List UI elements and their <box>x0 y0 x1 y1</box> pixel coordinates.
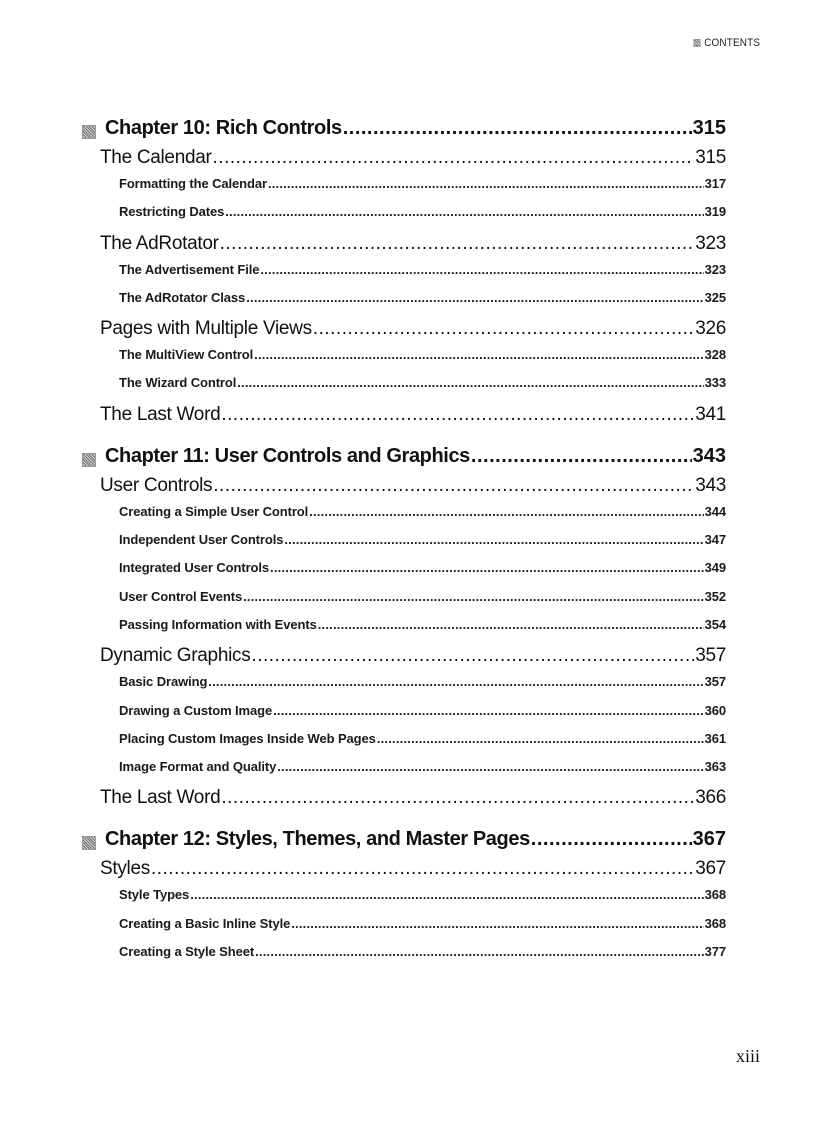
dot-leader <box>190 887 703 902</box>
dot-leader <box>213 475 694 497</box>
subsection-page: 361 <box>704 730 726 746</box>
dot-leader <box>273 703 704 718</box>
dot-leader <box>291 916 703 931</box>
square-bullet-icon <box>82 453 96 467</box>
dot-leader <box>208 674 703 689</box>
dot-leader <box>260 262 703 277</box>
subsection-page: 344 <box>704 503 726 519</box>
subsection-page: 357 <box>704 674 726 690</box>
subsection-entry[interactable] <box>119 375 726 403</box>
chapter-page: 315 <box>692 117 726 139</box>
section-page: 326 <box>695 318 726 340</box>
subsection-title: Creating a Style Sheet <box>119 944 255 960</box>
dot-leader <box>277 759 703 774</box>
dot-leader <box>268 176 704 191</box>
dot-leader <box>225 204 703 219</box>
dot-leader <box>284 532 703 547</box>
dot-leader <box>377 731 704 746</box>
dot-leader <box>251 645 694 667</box>
subsection-title: The MultiView Control <box>119 347 254 363</box>
dot-leader <box>213 147 695 169</box>
subsection-title: Integrated User Controls <box>119 560 270 576</box>
subsection-page: 363 <box>704 759 726 775</box>
dot-leader <box>343 117 692 140</box>
section-title: Pages with Multiple Views <box>100 318 312 340</box>
section-page: 315 <box>695 147 726 168</box>
subsection-title: Image Format and Quality <box>119 759 277 775</box>
table-of-contents <box>0 117 816 972</box>
running-head <box>693 37 760 49</box>
subsection-entry[interactable] <box>119 176 726 204</box>
section-title: Styles <box>100 858 150 880</box>
chapter-title: Chapter 11: User Controls and Graphics <box>105 444 470 467</box>
subsection-entry[interactable] <box>119 290 726 318</box>
subsection-entry[interactable] <box>119 560 726 588</box>
subsection-page: 347 <box>704 532 726 548</box>
section-page: 366 <box>695 787 726 809</box>
subsection-title: Formatting the Calendar <box>119 176 267 191</box>
section-title: The Calendar <box>100 147 212 168</box>
subsection-title: Drawing a Custom Image <box>119 702 273 718</box>
subsection-entry[interactable] <box>119 347 726 375</box>
section-page: 357 <box>695 645 726 667</box>
subsection-title: Style Types <box>119 887 190 903</box>
section-page: 367 <box>695 858 726 880</box>
dot-leader <box>270 560 704 575</box>
subsection-page: 349 <box>704 560 726 576</box>
subsection-entry[interactable] <box>119 759 726 787</box>
subsection-entry[interactable] <box>119 617 726 645</box>
dot-leader <box>243 589 704 604</box>
section-title: User Controls <box>100 474 213 496</box>
dot-leader <box>246 290 703 305</box>
subsection-entry[interactable] <box>119 589 726 617</box>
dot-leader <box>237 375 703 390</box>
subsection-page: 328 <box>704 347 726 363</box>
section-entry[interactable] <box>100 858 726 887</box>
subsection-title: Passing Information with Events <box>119 616 317 632</box>
subsection-page: 377 <box>704 944 726 960</box>
square-bullet-icon <box>693 39 700 47</box>
subsection-title: Creating a Simple User Control <box>119 503 309 519</box>
subsection-entry[interactable] <box>119 887 726 915</box>
section-title: The Last Word <box>100 403 221 425</box>
section-page: 341 <box>695 403 726 425</box>
section-entry[interactable] <box>100 787 726 816</box>
subsection-title: Basic Drawing <box>119 674 208 690</box>
chapter-title: Chapter 10: Rich Controls <box>105 117 342 139</box>
subsection-page: 354 <box>704 616 726 632</box>
subsection-entry[interactable] <box>119 731 726 759</box>
subsection-entry[interactable] <box>119 703 726 731</box>
dot-leader <box>221 404 694 426</box>
subsection-title: Creating a Basic Inline Style <box>119 915 291 931</box>
subsection-page: 360 <box>704 702 726 718</box>
subsection-page: 323 <box>704 261 726 277</box>
section-entry[interactable] <box>100 318 726 347</box>
page-number: xiii <box>735 1046 760 1066</box>
subsection-page: 319 <box>704 204 726 220</box>
subsection-entry[interactable] <box>119 674 726 702</box>
section-entry[interactable] <box>100 645 726 674</box>
chapter-title: Chapter 12: Styles, Themes, and Master Pages <box>105 828 530 851</box>
subsection-page: 317 <box>704 176 726 191</box>
subsection-title: Placing Custom Images Inside Web Pages <box>119 730 376 746</box>
square-bullet-icon <box>82 836 96 850</box>
subsection-entry[interactable] <box>119 532 726 560</box>
subsection-page: 325 <box>704 289 726 305</box>
subsection-entry[interactable] <box>119 204 726 232</box>
subsection-page: 352 <box>704 588 726 604</box>
chapter-entry[interactable] <box>82 117 726 147</box>
subsection-title: Restricting Dates <box>119 204 225 220</box>
dot-leader <box>313 318 694 340</box>
section-title: The AdRotator <box>100 232 219 254</box>
subsection-title: Independent User Controls <box>119 532 284 548</box>
chapter-page: 367 <box>692 828 726 851</box>
dot-leader <box>531 828 692 851</box>
dot-leader <box>471 445 692 468</box>
section-page: 343 <box>695 474 726 496</box>
chapter-entry[interactable] <box>82 445 726 475</box>
dot-leader <box>220 233 695 255</box>
running-head-text: CONTENTS <box>704 37 760 49</box>
subsection-title: The AdRotator Class <box>119 289 246 305</box>
section-entry[interactable] <box>100 147 726 176</box>
subsection-title: The Advertisement File <box>119 261 260 277</box>
dot-leader <box>221 787 694 809</box>
subsection-entry[interactable] <box>119 504 726 532</box>
subsection-title: User Control Events <box>119 588 243 604</box>
dot-leader <box>254 347 703 362</box>
subsection-page: 368 <box>704 887 726 903</box>
subsection-entry[interactable] <box>119 944 726 972</box>
subsection-page: 333 <box>704 375 726 391</box>
subsection-entry[interactable] <box>119 262 726 290</box>
dot-leader <box>151 858 694 880</box>
subsection-page: 368 <box>704 915 726 931</box>
chapter-entry[interactable] <box>82 828 726 858</box>
section-entry[interactable] <box>100 475 726 504</box>
section-title: Dynamic Graphics <box>100 645 251 667</box>
chapter-page: 343 <box>692 444 726 467</box>
subsection-title: The Wizard Control <box>119 375 237 391</box>
dot-leader <box>309 504 703 519</box>
square-bullet-icon <box>82 125 96 139</box>
subsection-entry[interactable] <box>119 916 726 944</box>
section-entry[interactable] <box>100 233 726 262</box>
section-page: 323 <box>695 232 726 254</box>
dot-leader <box>318 617 704 632</box>
section-title: The Last Word <box>100 787 221 809</box>
dot-leader <box>255 944 704 959</box>
section-entry[interactable] <box>100 404 726 433</box>
